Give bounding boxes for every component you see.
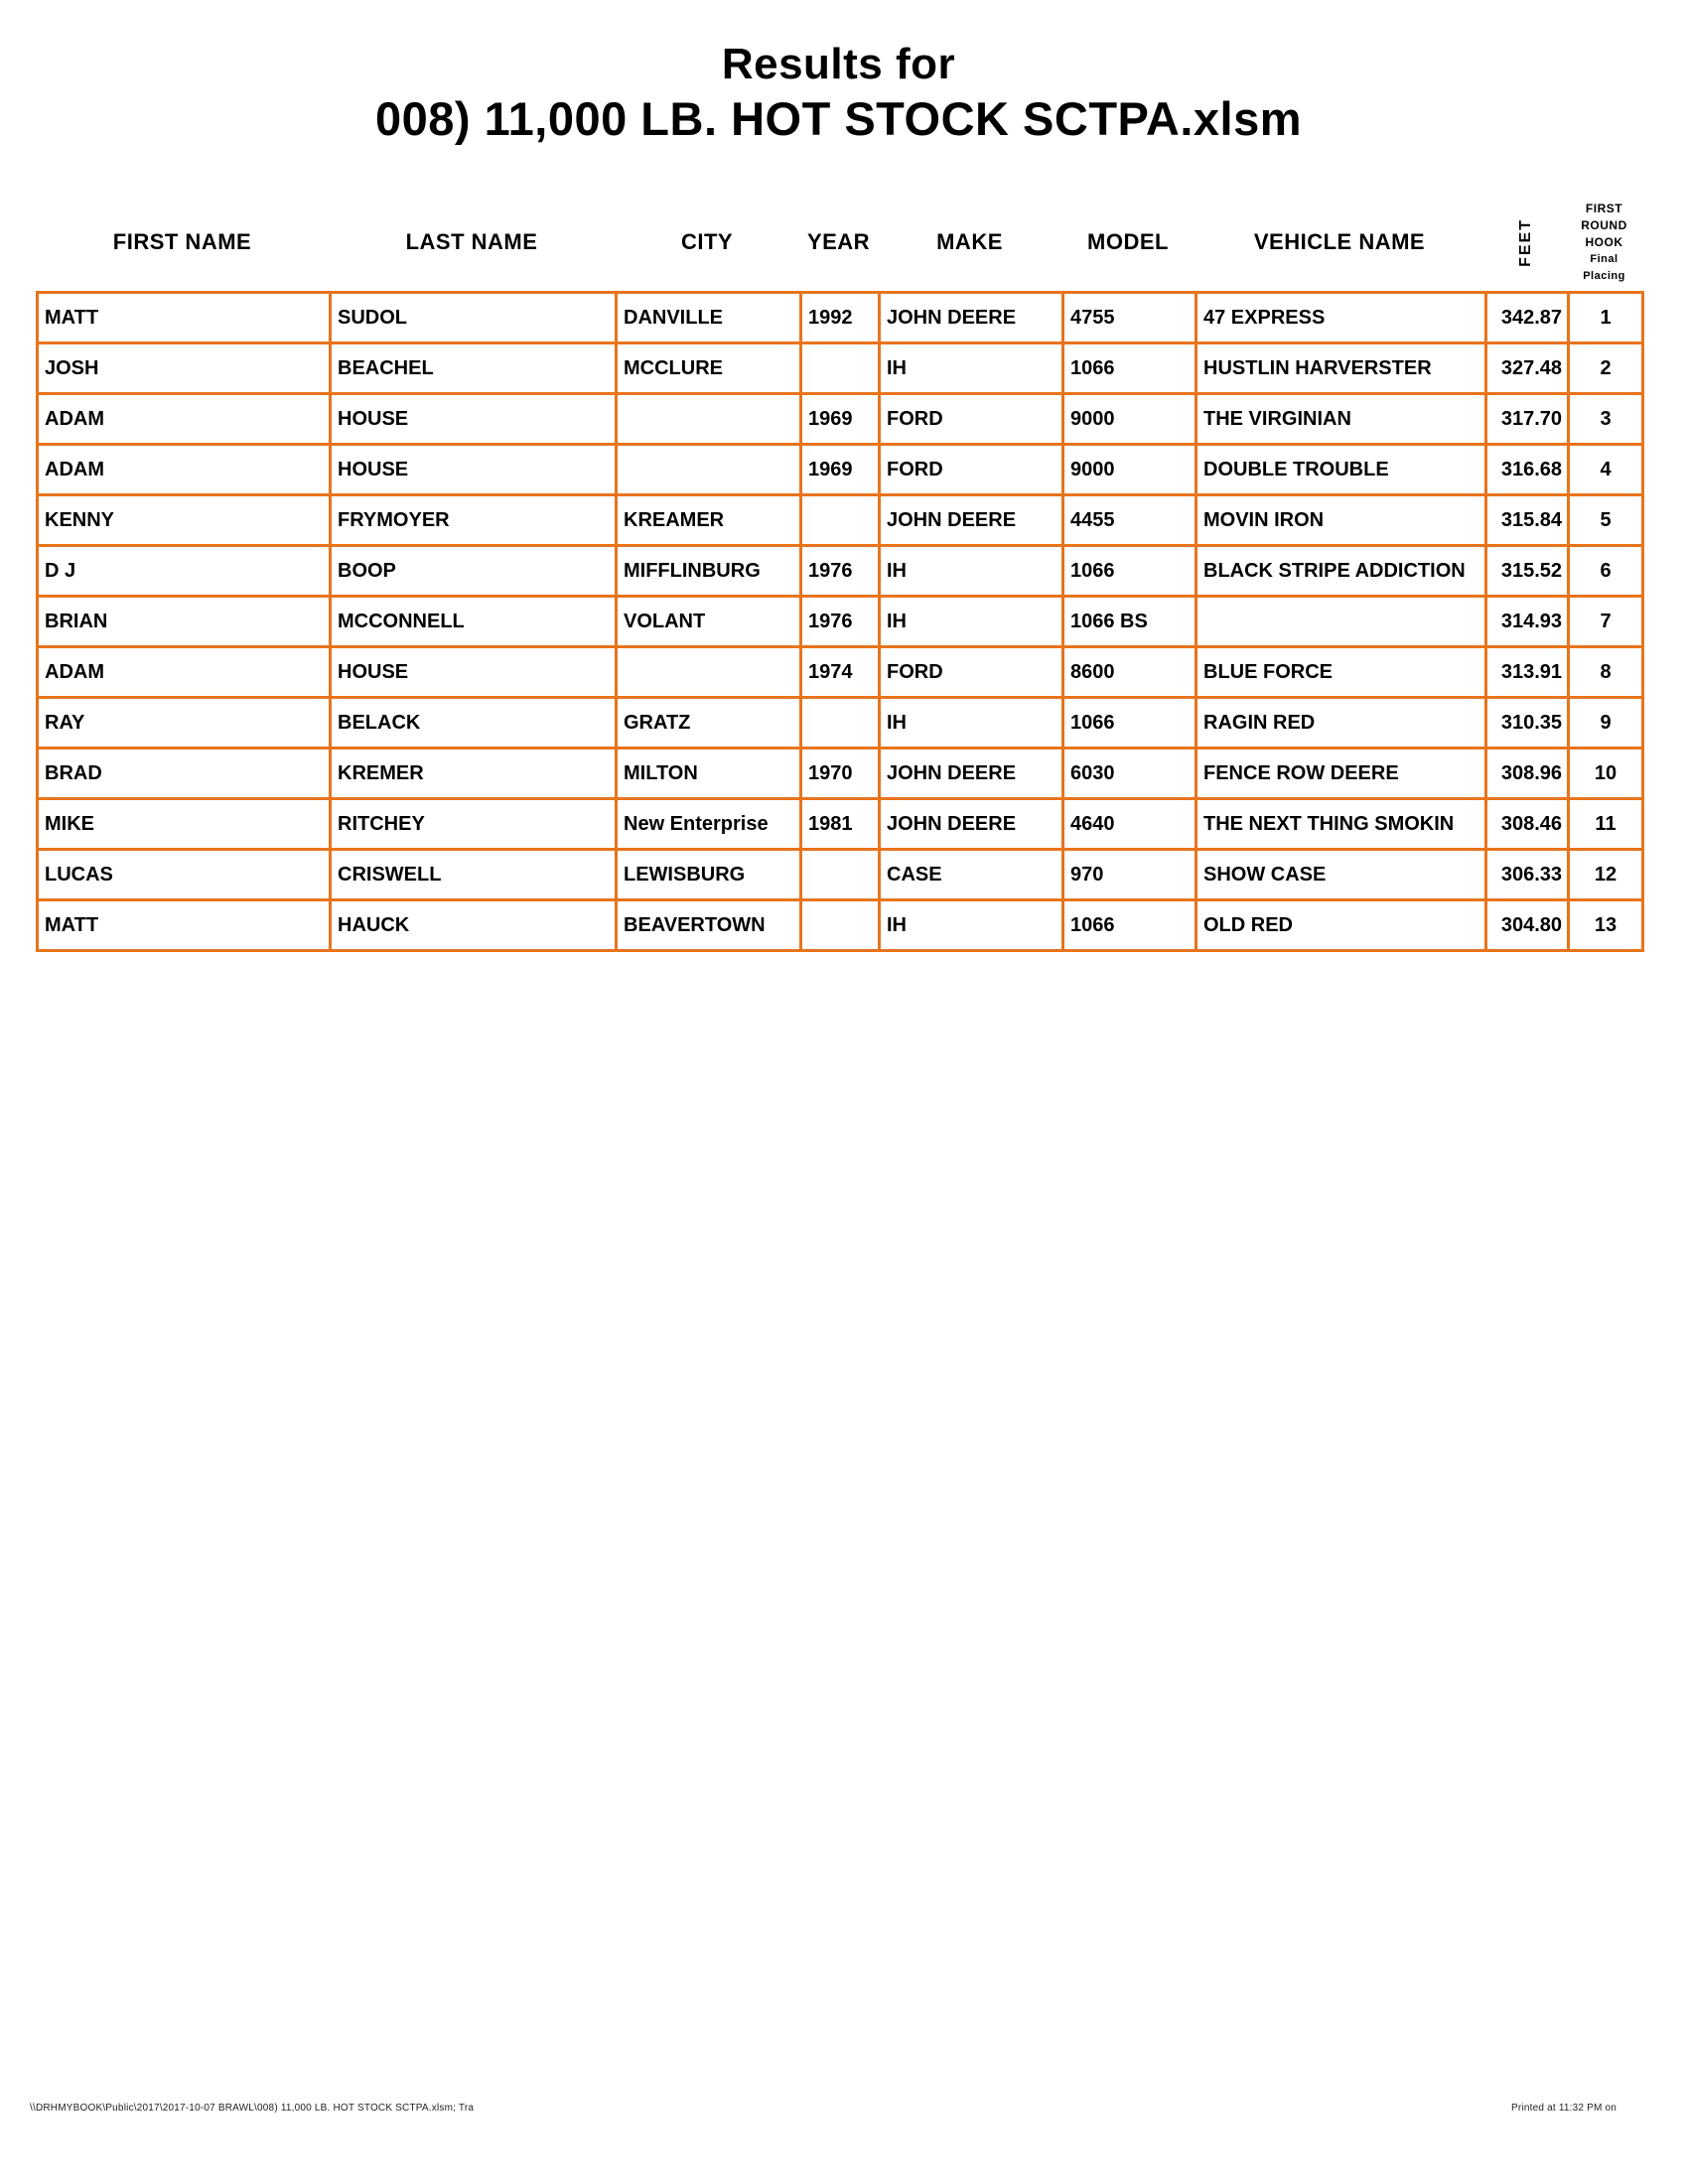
- table-row: [38, 445, 1643, 495]
- table-row: [38, 647, 1643, 698]
- cell-model: 9000: [1063, 445, 1196, 495]
- cell-first-name: ADAM: [38, 445, 331, 495]
- cell-last-name: HOUSE: [331, 445, 617, 495]
- cell-model: 1066: [1063, 546, 1196, 597]
- cell-placing: 6: [1569, 546, 1643, 597]
- results-table: [36, 291, 1644, 952]
- cell-year: 1992: [801, 293, 880, 343]
- cell-make: IH: [880, 900, 1063, 951]
- cell-model: 1066: [1063, 900, 1196, 951]
- table-row: [38, 799, 1643, 850]
- placing-header-line: ROUND: [1581, 217, 1627, 232]
- cell-year: [801, 698, 880, 749]
- cell-model: 1066: [1063, 698, 1196, 749]
- cell-city: MILTON: [617, 749, 801, 799]
- cell-make: FORD: [880, 647, 1063, 698]
- cell-placing: 10: [1569, 749, 1643, 799]
- cell-feet: 308.96: [1486, 749, 1569, 799]
- cell-city: KREAMER: [617, 495, 801, 546]
- cell-last-name: KREMER: [331, 749, 617, 799]
- cell-feet: 342.87: [1486, 293, 1569, 343]
- cell-feet: 315.52: [1486, 546, 1569, 597]
- page-title: Results for: [721, 40, 956, 88]
- cell-year: [801, 850, 880, 900]
- column-header-placing: [1567, 194, 1641, 291]
- cell-make: JOHN DEERE: [880, 749, 1063, 799]
- cell-feet: 315.84: [1486, 495, 1569, 546]
- cell-vehicle-name: BLUE FORCE: [1196, 647, 1486, 698]
- cell-city: [617, 394, 801, 445]
- cell-make: JOHN DEERE: [880, 495, 1063, 546]
- placing-header-line: Final: [1590, 252, 1618, 265]
- cell-last-name: BOOP: [331, 546, 617, 597]
- table-row: [38, 850, 1643, 900]
- placing-header-line: FIRST: [1585, 201, 1623, 215]
- cell-make: IH: [880, 546, 1063, 597]
- cell-vehicle-name: RAGIN RED: [1196, 698, 1486, 749]
- cell-feet: 313.91: [1486, 647, 1569, 698]
- cell-first-name: MIKE: [38, 799, 331, 850]
- cell-vehicle-name: BLACK STRIPE ADDICTION: [1196, 546, 1486, 597]
- cell-first-name: JOSH: [38, 343, 331, 394]
- table-row: [38, 597, 1643, 647]
- column-header-model: MODEL: [1087, 229, 1169, 254]
- cell-year: [801, 343, 880, 394]
- cell-feet: 304.80: [1486, 900, 1569, 951]
- cell-city: New Enterprise: [617, 799, 801, 850]
- table-row: [38, 394, 1643, 445]
- cell-placing: 8: [1569, 647, 1643, 698]
- cell-first-name: MATT: [38, 900, 331, 951]
- cell-vehicle-name: OLD RED: [1196, 900, 1486, 951]
- cell-year: 1969: [801, 394, 880, 445]
- cell-year: 1976: [801, 597, 880, 647]
- cell-model: 1066: [1063, 343, 1196, 394]
- cell-make: IH: [880, 597, 1063, 647]
- cell-placing: 7: [1569, 597, 1643, 647]
- cell-vehicle-name: 47 EXPRESS: [1196, 293, 1486, 343]
- table-row: [38, 698, 1643, 749]
- cell-placing: 5: [1569, 495, 1643, 546]
- cell-first-name: BRIAN: [38, 597, 331, 647]
- placing-header-line: HOOK: [1585, 234, 1623, 249]
- cell-first-name: MATT: [38, 293, 331, 343]
- placing-header-line: Placing: [1583, 269, 1625, 282]
- cell-make: FORD: [880, 445, 1063, 495]
- cell-first-name: LUCAS: [38, 850, 331, 900]
- cell-feet: 327.48: [1486, 343, 1569, 394]
- column-header-year: YEAR: [806, 229, 871, 254]
- cell-last-name: HAUCK: [331, 900, 617, 951]
- cell-city: GRATZ: [617, 698, 801, 749]
- cell-vehicle-name: MOVIN IRON: [1196, 495, 1486, 546]
- table-row: [38, 495, 1643, 546]
- cell-first-name: ADAM: [38, 647, 331, 698]
- cell-vehicle-name: THE NEXT THING SMOKIN: [1196, 799, 1486, 850]
- table-row: [38, 749, 1643, 799]
- cell-model: 6030: [1063, 749, 1196, 799]
- cell-model: 1066 BS: [1063, 597, 1196, 647]
- cell-feet: 314.93: [1486, 597, 1569, 647]
- cell-last-name: FRYMOYER: [331, 495, 617, 546]
- cell-first-name: KENNY: [38, 495, 331, 546]
- column-header-feet: [1484, 194, 1567, 291]
- cell-first-name: RAY: [38, 698, 331, 749]
- cell-vehicle-name: THE VIRGINIAN: [1196, 394, 1486, 445]
- cell-model: 4455: [1063, 495, 1196, 546]
- column-header-city: CITY: [680, 229, 734, 254]
- cell-city: LEWISBURG: [617, 850, 801, 900]
- cell-model: 970: [1063, 850, 1196, 900]
- cell-vehicle-name: DOUBLE TROUBLE: [1196, 445, 1486, 495]
- cell-city: DANVILLE: [617, 293, 801, 343]
- cell-placing: 2: [1569, 343, 1643, 394]
- cell-year: 1969: [801, 445, 880, 495]
- cell-city: BEAVERTOWN: [617, 900, 801, 951]
- cell-vehicle-name: HUSTLIN HARVERSTER: [1196, 343, 1486, 394]
- cell-model: 4755: [1063, 293, 1196, 343]
- cell-placing: 9: [1569, 698, 1643, 749]
- table-row: [38, 900, 1643, 951]
- cell-year: 1970: [801, 749, 880, 799]
- cell-model: 4640: [1063, 799, 1196, 850]
- column-header-first-name: FIRST NAME: [112, 229, 252, 254]
- cell-last-name: BELACK: [331, 698, 617, 749]
- footer-printed-at: Printed at 11:32 PM on: [1511, 2103, 1617, 2114]
- cell-make: IH: [880, 698, 1063, 749]
- cell-feet: 310.35: [1486, 698, 1569, 749]
- cell-city: [617, 445, 801, 495]
- cell-last-name: BEACHEL: [331, 343, 617, 394]
- column-header-make: MAKE: [936, 229, 1003, 254]
- feet-rotated-label: FEET: [1516, 217, 1534, 267]
- column-header-vehicle-name: VEHICLE NAME: [1253, 229, 1426, 254]
- cell-last-name: SUDOL: [331, 293, 617, 343]
- cell-year: 1976: [801, 546, 880, 597]
- cell-city: VOLANT: [617, 597, 801, 647]
- cell-feet: 306.33: [1486, 850, 1569, 900]
- cell-vehicle-name: FENCE ROW DEERE: [1196, 749, 1486, 799]
- table-row: [38, 546, 1643, 597]
- cell-city: MCCLURE: [617, 343, 801, 394]
- footer-file-path: \\DRHMYBOOK\Public\2017\2017-10-07 BRAWL\008) 11,000 LB. HOT STOCK SCTPA.xlsm; Tra: [30, 2103, 475, 2114]
- table-row: [38, 343, 1643, 394]
- cell-feet: 308.46: [1486, 799, 1569, 850]
- cell-placing: 12: [1569, 850, 1643, 900]
- cell-placing: 1: [1569, 293, 1643, 343]
- cell-model: 9000: [1063, 394, 1196, 445]
- cell-last-name: CRISWELL: [331, 850, 617, 900]
- cell-year: [801, 900, 880, 951]
- cell-vehicle-name: [1196, 597, 1486, 647]
- page-subtitle: 008) 11,000 LB. HOT STOCK SCTPA.xlsm: [374, 92, 1303, 145]
- cell-placing: 4: [1569, 445, 1643, 495]
- cell-vehicle-name: SHOW CASE: [1196, 850, 1486, 900]
- cell-last-name: HOUSE: [331, 647, 617, 698]
- cell-city: [617, 647, 801, 698]
- results-table-body: [38, 293, 1643, 951]
- cell-make: FORD: [880, 394, 1063, 445]
- cell-last-name: RITCHEY: [331, 799, 617, 850]
- cell-feet: 316.68: [1486, 445, 1569, 495]
- table-header-row: [36, 194, 1641, 291]
- cell-model: 8600: [1063, 647, 1196, 698]
- table-row: [38, 293, 1643, 343]
- cell-placing: 11: [1569, 799, 1643, 850]
- cell-city: MIFFLINBURG: [617, 546, 801, 597]
- cell-first-name: ADAM: [38, 394, 331, 445]
- cell-first-name: BRAD: [38, 749, 331, 799]
- cell-year: 1974: [801, 647, 880, 698]
- cell-feet: 317.70: [1486, 394, 1569, 445]
- cell-placing: 13: [1569, 900, 1643, 951]
- cell-make: IH: [880, 343, 1063, 394]
- cell-first-name: D J: [38, 546, 331, 597]
- cell-year: 1981: [801, 799, 880, 850]
- cell-last-name: HOUSE: [331, 394, 617, 445]
- cell-last-name: MCCONNELL: [331, 597, 617, 647]
- cell-make: CASE: [880, 850, 1063, 900]
- cell-placing: 3: [1569, 394, 1643, 445]
- cell-year: [801, 495, 880, 546]
- cell-make: JOHN DEERE: [880, 293, 1063, 343]
- cell-make: JOHN DEERE: [880, 799, 1063, 850]
- column-header-last-name: LAST NAME: [405, 229, 538, 254]
